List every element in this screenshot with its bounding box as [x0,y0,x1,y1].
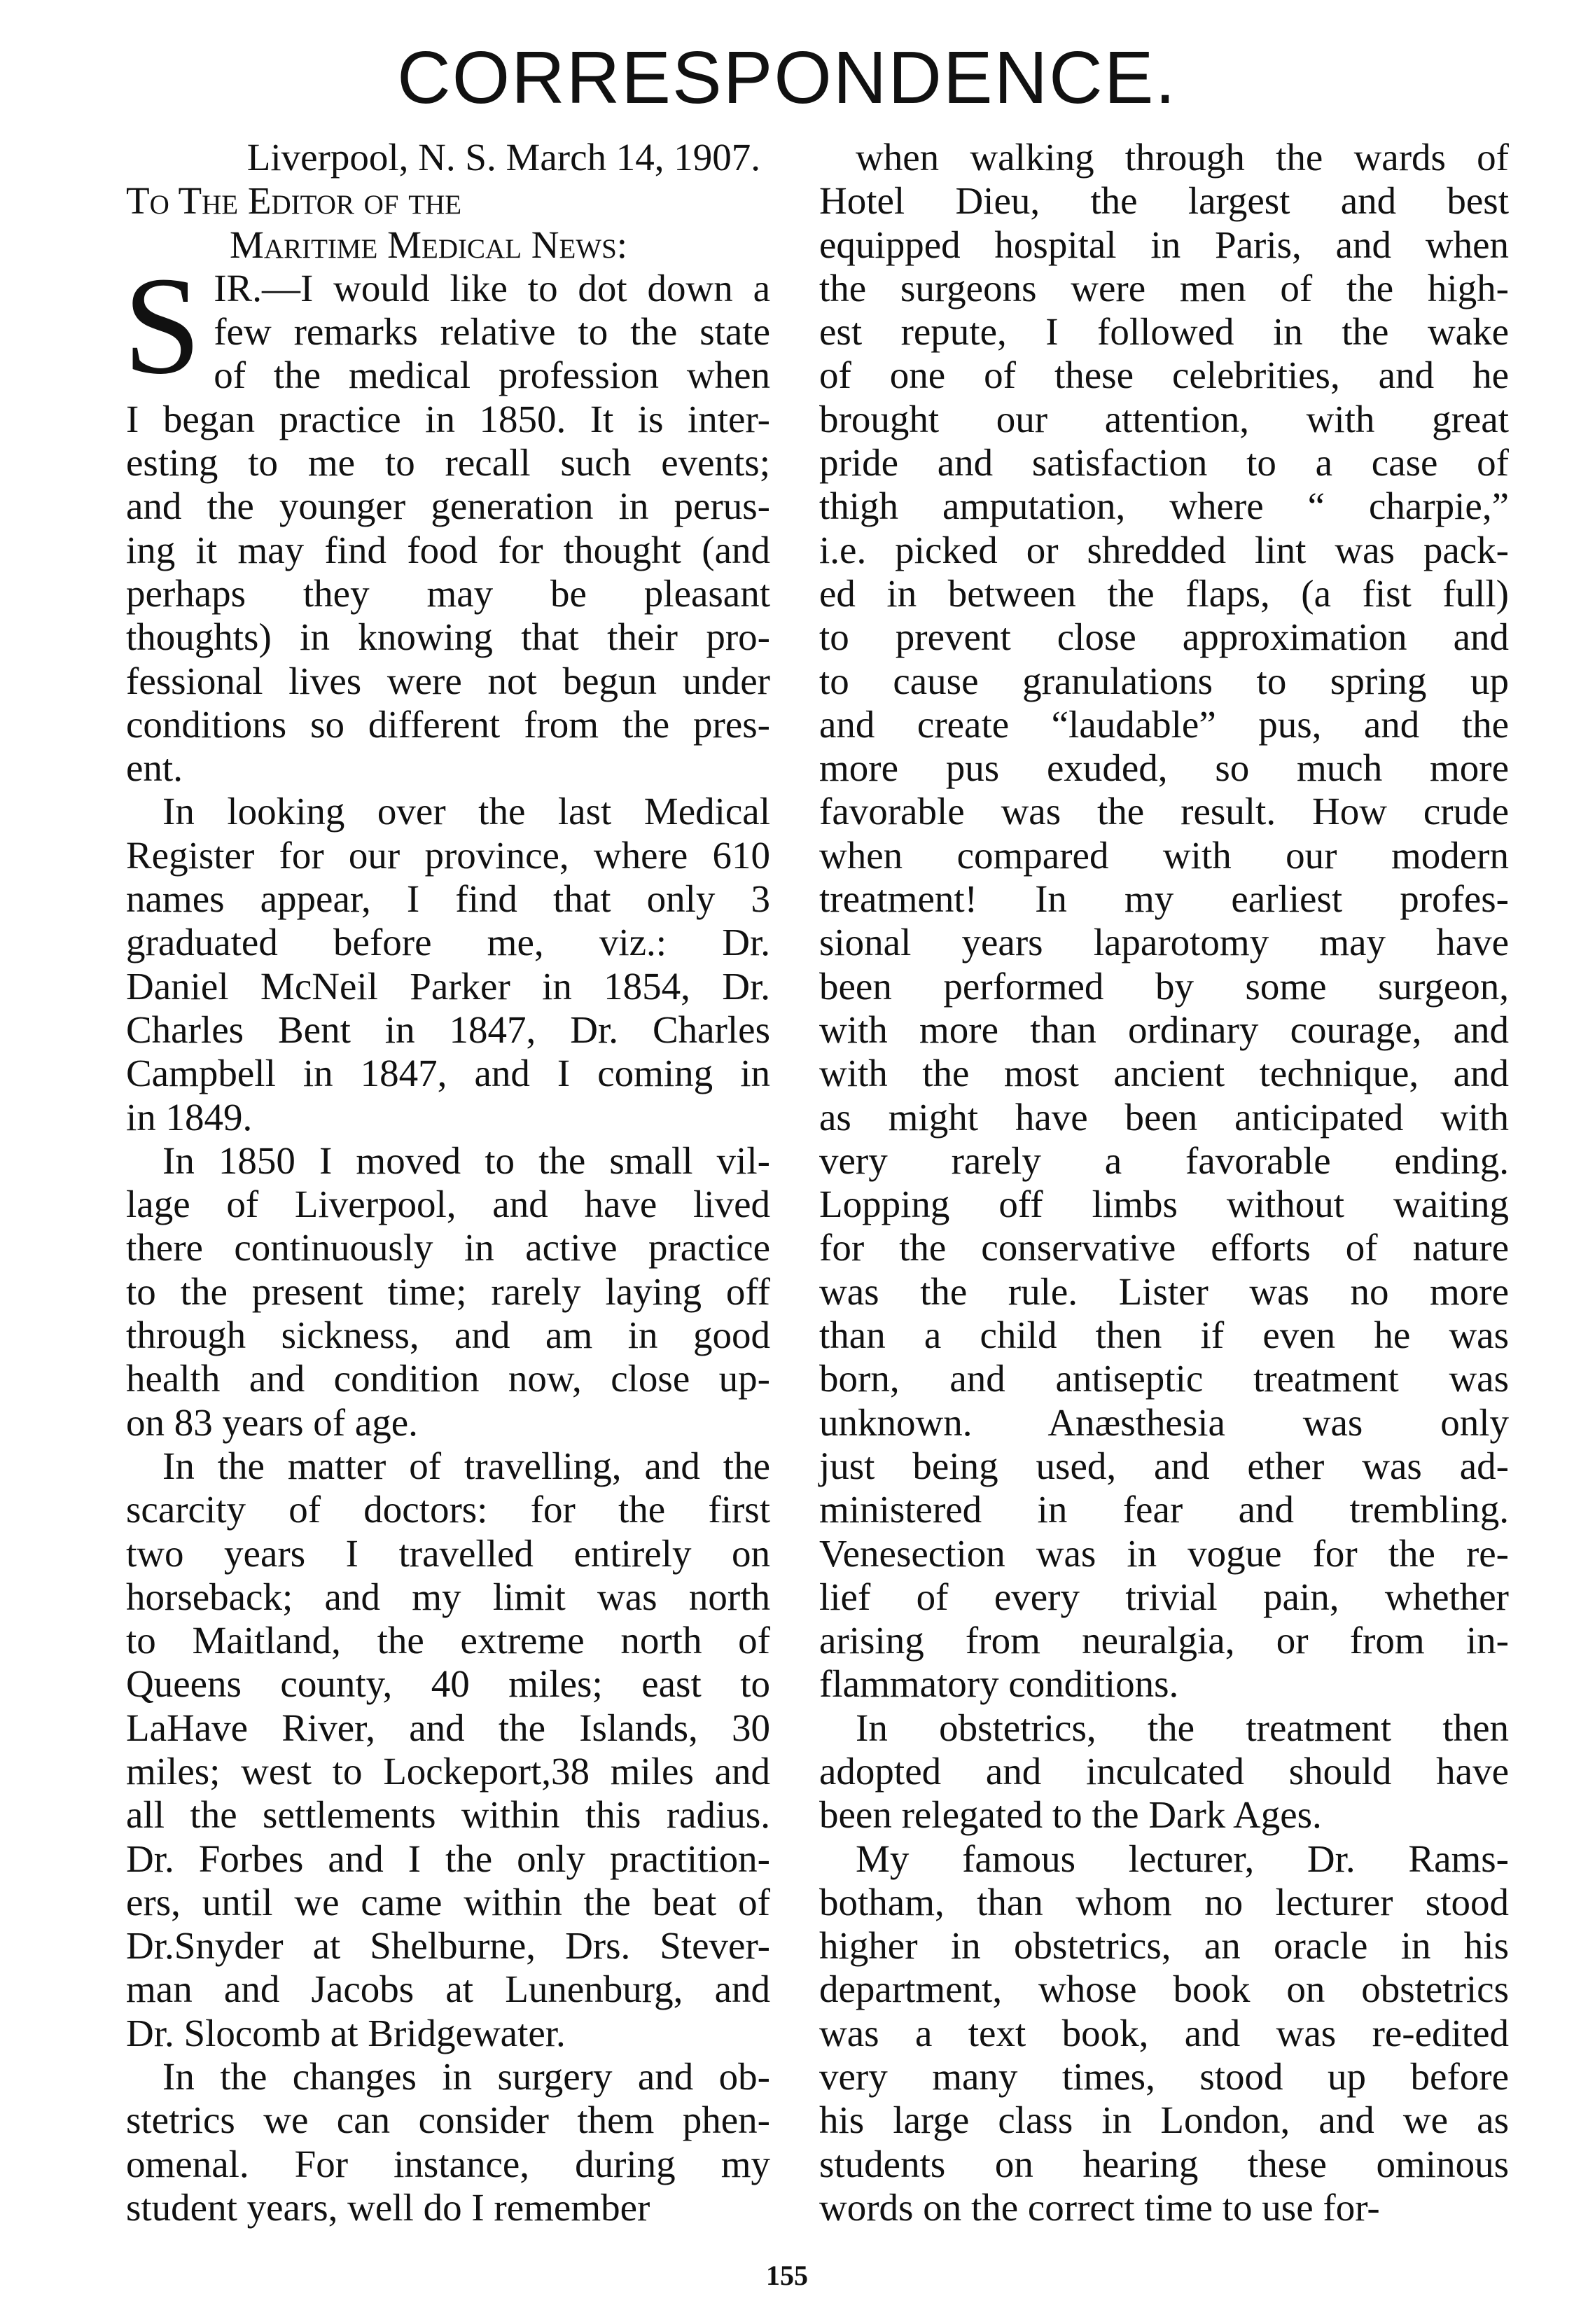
page-number: 155 [766,2260,808,2291]
text-line: ing it may find food for thought (and [126,528,770,571]
text-line: when compared with our modern [819,833,1509,877]
text-line: of the medical profession when [214,354,770,397]
paragraph [126,1139,770,1445]
text-line: arising from neuralgia, or from in- [819,1619,1509,1662]
text-line: lage of Liverpool, and have lived [126,1183,770,1226]
text-line: born, and antiseptic treatment was [819,1357,1509,1400]
text-line: the surgeons were men of the high- [819,266,1509,309]
text-line: perhaps they may be pleasant [126,571,770,615]
text-line: Campbell in 1847, and I coming in [126,1052,770,1095]
text-line: Lopping off limbs without waiting [819,1183,1509,1226]
text-line: when walking through the wards of [856,136,1509,179]
text-line: fessional lives were not begun under [126,659,770,702]
text-line: with the most ancient technique, and [819,1052,1509,1095]
text-line: est repute, I followed in the wake [819,310,1509,354]
text-line: through sickness, and am in good [126,1314,770,1357]
text-line: very many times, stood up before [819,2055,1509,2099]
text-line: than a child then if even he was [819,1314,1509,1357]
text-line: thigh amputation, where “ charpie,” [819,485,1509,528]
text-line: to Maitland, the extreme north of [126,1619,770,1662]
text-line: conditions so different from the pres- [126,702,770,746]
text-line: few remarks relative to the state [214,310,770,354]
text-line: Queens county, 40 miles; east to [126,1662,770,1706]
text-line: Dr. Forbes and I the only practition- [126,1837,770,1880]
letter-addressee-line-2: Maritime Medical News: [230,223,628,266]
text-line: was a text book, and was re-edited [819,2011,1509,2054]
text-line: and create “laudable” pus, and the [819,702,1509,746]
text-line: botham, than whom no lecturer stood [819,1880,1509,1923]
text-line: esting to me to recall such events; [126,441,770,485]
text-line: with more than ordinary courage, and [819,1008,1509,1051]
text-line: to prevent close approximation and [819,615,1509,659]
text-line: Dr.Snyder at Shelburne, Drs. Stever- [126,1924,770,1968]
text-line: LaHave River, and the Islands, 30 [126,1706,770,1749]
text-line: Charles Bent in 1847, Dr. Charles [126,1008,770,1051]
text-line: In the changes in surgery and ob- [162,2055,770,2099]
text-line: on 83 years of age. [126,1400,418,1444]
text-line: words on the correct time to use for- [819,2185,1380,2229]
text-line: names appear, I find that only 3 [126,877,770,921]
text-line: Dr. Slocomb at Bridgewater. [126,2011,566,2054]
text-line: stetrics we can consider them phen- [126,2099,770,2142]
right-column-body [819,136,1509,2229]
text-line: higher in obstetrics, an oracle in his [819,1924,1509,1968]
text-line: equipped hospital in Paris, and when [819,223,1509,266]
text-line: department, whose book on obstetrics [819,1968,1509,2011]
text-line: more pus exuded, so much more [819,746,1509,790]
text-line: pride and satisfaction to a case of [819,441,1509,485]
opening-paragraph-wrap [123,248,770,2229]
text-line: and the younger generation in perus- [126,485,770,528]
text-line: all the settlements within this radius. [126,1793,770,1837]
text-line: ed in between the flaps, (a fist full) [819,571,1509,615]
paragraph [126,790,770,1139]
text-line: In the matter of travelling, and the [162,1444,770,1487]
text-line: students on hearing these ominous [819,2142,1509,2185]
right-column [819,136,1509,2229]
text-line: In obstetrics, the treatment then [856,1706,1509,1749]
text-line: flammatory conditions. [819,1662,1179,1706]
text-line: Venesection was in vogue for the re- [819,1531,1509,1575]
text-line: scarcity of doctors: for the first [126,1488,770,1531]
text-line: IR.—I would like to dot down a [214,266,770,309]
letter-addressee-line-1: To The Editor of the [126,179,462,223]
text-line: ent. [126,746,183,790]
paragraph [126,267,770,791]
text-line: adopted and inculcated should have [819,1749,1509,1793]
text-line: graduated before me, viz.: Dr. [126,921,770,964]
text-line: brought our attention, with great [819,397,1509,440]
text-line: been performed by some surgeon, [819,964,1509,1008]
text-line: lief of every trivial pain, whether [819,1575,1509,1618]
left-column [123,136,770,2229]
text-line: just being used, and ether was ad- [819,1444,1509,1487]
paragraph [819,1706,1509,1837]
text-line: omenal. For instance, during my [126,2142,770,2185]
text-line: to the present time; rarely laying off [126,1269,770,1313]
left-column-body [126,267,770,2229]
text-line: horseback; and my limit was north [126,1575,770,1618]
text-line: health and condition now, close up- [126,1357,770,1400]
text-line: two years I travelled entirely on [126,1531,770,1575]
text-line: I began practice in 1850. It is inter- [126,397,770,440]
text-line: miles; west to Lockeport,38 miles and [126,1749,770,1793]
drop-cap-initial: S [123,248,202,403]
text-line: there continuously in active practice [126,1226,770,1269]
text-line: was the rule. Lister was no more [819,1269,1509,1313]
text-line: Register for our province, where 610 [126,833,770,877]
text-line: in 1849. [126,1095,253,1139]
text-line: thoughts) in knowing that their pro- [126,615,770,659]
text-line: as might have been anticipated with [819,1095,1509,1139]
text-line: student years, well do I remember [126,2185,650,2229]
text-line: treatment! In my earliest profes- [819,877,1509,921]
text-line: very rarely a favorable ending. [819,1139,1509,1182]
text-line: ers, until we came within the beat of [126,1880,770,1923]
text-line: to cause granulations to spring up [819,659,1509,702]
text-line: favorable was the result. How crude [819,790,1509,833]
text-line: been relegated to the Dark Ages. [819,1793,1322,1837]
text-line: unknown. Anæsthesia was only [819,1400,1509,1444]
paragraph [126,2055,770,2229]
text-line: My famous lecturer, Dr. Rams- [856,1837,1509,1880]
text-line: man and Jacobs at Lunenburg, and [126,1968,770,2011]
letter-dateline: Liverpool, N. S. March 14, 1907. [246,136,760,179]
text-line: In looking over the last Medical [162,790,770,833]
text-line: Hotel Dieu, the largest and best [819,179,1509,223]
page-title: CORRESPONDENCE. [397,36,1177,119]
paragraph [819,136,1509,1706]
text-line: his large class in London, and we as [819,2099,1509,2142]
text-line: In 1850 I moved to the small vil- [162,1139,770,1182]
text-line: sional years laparotomy may have [819,921,1509,964]
text-line: Daniel McNeil Parker in 1854, Dr. [126,964,770,1008]
text-line: ministered in fear and trembling. [819,1488,1509,1531]
paragraph [126,1445,770,2055]
text-line: of one of these celebrities, and he [819,354,1509,397]
text-line: for the conservative efforts of nature [819,1226,1509,1269]
text-line: i.e. picked or shredded lint was pack- [819,528,1509,571]
paragraph [819,1837,1509,2230]
